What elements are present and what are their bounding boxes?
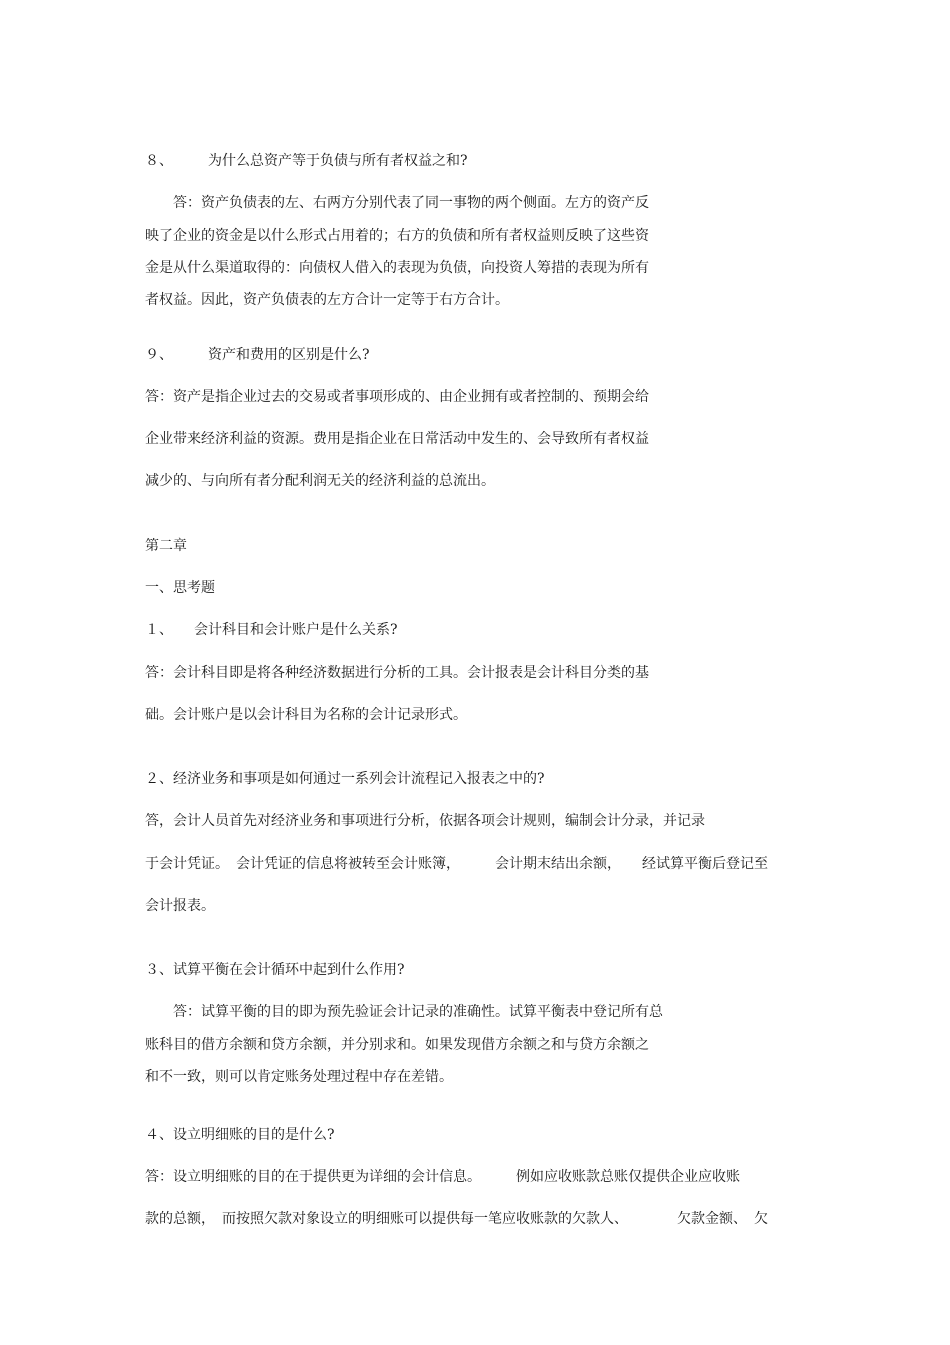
chapter-heading: 第二章 bbox=[145, 538, 187, 554]
answer-8-line-4: 者权益。因此，资产负债表的左方合计一定等于右方合计。 bbox=[145, 292, 509, 308]
answer-9-line-1: 答：资产是指企业过去的交易或者事项形成的、由企业拥有或者控制的、预期会给 bbox=[145, 389, 649, 405]
answer-8-line-1: 答：资产负债表的左、右两方分别代表了同一事物的两个侧面。左方的资产反 bbox=[145, 195, 649, 211]
question-9: ９、 资产和费用的区别是什么? bbox=[145, 347, 370, 363]
question-3: ３、试算平衡在会计循环中起到什么作用? bbox=[145, 962, 405, 978]
answer-3-line-2: 账科目的借方余额和贷方余额，并分别求和。如果发现借方余额之和与贷方余额之 bbox=[145, 1037, 649, 1053]
answer-2-line-2: 于会计凭证。 会计凭证的信息将被转至会计账簿， 会计期末结出余额， 经试算平衡后登记至 bbox=[145, 856, 768, 872]
answer-4-line-2: 款的总额， 而按照欠款对象设立的明细账可以提供每一笔应收账款的欠款人、 欠款金额、 欠 bbox=[145, 1211, 768, 1227]
question-8: ８、 为什么总资产等于负债与所有者权益之和? bbox=[145, 153, 468, 169]
answer-8-line-2: 映了企业的资金是以什么形式占用着的；右方的负债和所有者权益则反映了这些资 bbox=[145, 228, 649, 244]
answer-3-line-3: 和不一致，则可以肯定账务处理过程中存在差错。 bbox=[145, 1069, 453, 1085]
answer-2-line-1: 答，会计人员首先对经济业务和事项进行分析，依据各项会计规则，编制会计分录，并记录 bbox=[145, 813, 705, 829]
answer-9-line-3: 减少的、与向所有者分配利润无关的经济利益的总流出。 bbox=[145, 473, 495, 489]
question-4: ４、设立明细账的目的是什么? bbox=[145, 1127, 335, 1143]
answer-2-line-3: 会计报表。 bbox=[145, 898, 215, 914]
section-heading: 一、思考题 bbox=[145, 580, 215, 596]
answer-1-line-1: 答：会计科目即是将各种经济数据进行分析的工具。会计报表是会计科目分类的基 bbox=[145, 665, 649, 681]
answer-9-line-2: 企业带来经济利益的资源。费用是指企业在日常活动中发生的、会导致所有者权益 bbox=[145, 431, 649, 447]
answer-4-line-1: 答：设立明细账的目的在于提供更为详细的会计信息。 例如应收账款总账仅提供企业应收账 bbox=[145, 1169, 740, 1185]
answer-8-line-3: 金是从什么渠道取得的：向债权人借入的表现为负债，向投资人筹措的表现为所有 bbox=[145, 260, 649, 276]
question-2: ２、经济业务和事项是如何通过一系列会计流程记入报表之中的? bbox=[145, 771, 545, 787]
question-1: １、 会计科目和会计账户是什么关系? bbox=[145, 622, 398, 638]
answer-1-line-2: 础。会计账户是以会计科目为名称的会计记录形式。 bbox=[145, 707, 467, 723]
answer-3-line-1: 答：试算平衡的目的即为预先验证会计记录的准确性。试算平衡表中登记所有总 bbox=[145, 1004, 663, 1020]
